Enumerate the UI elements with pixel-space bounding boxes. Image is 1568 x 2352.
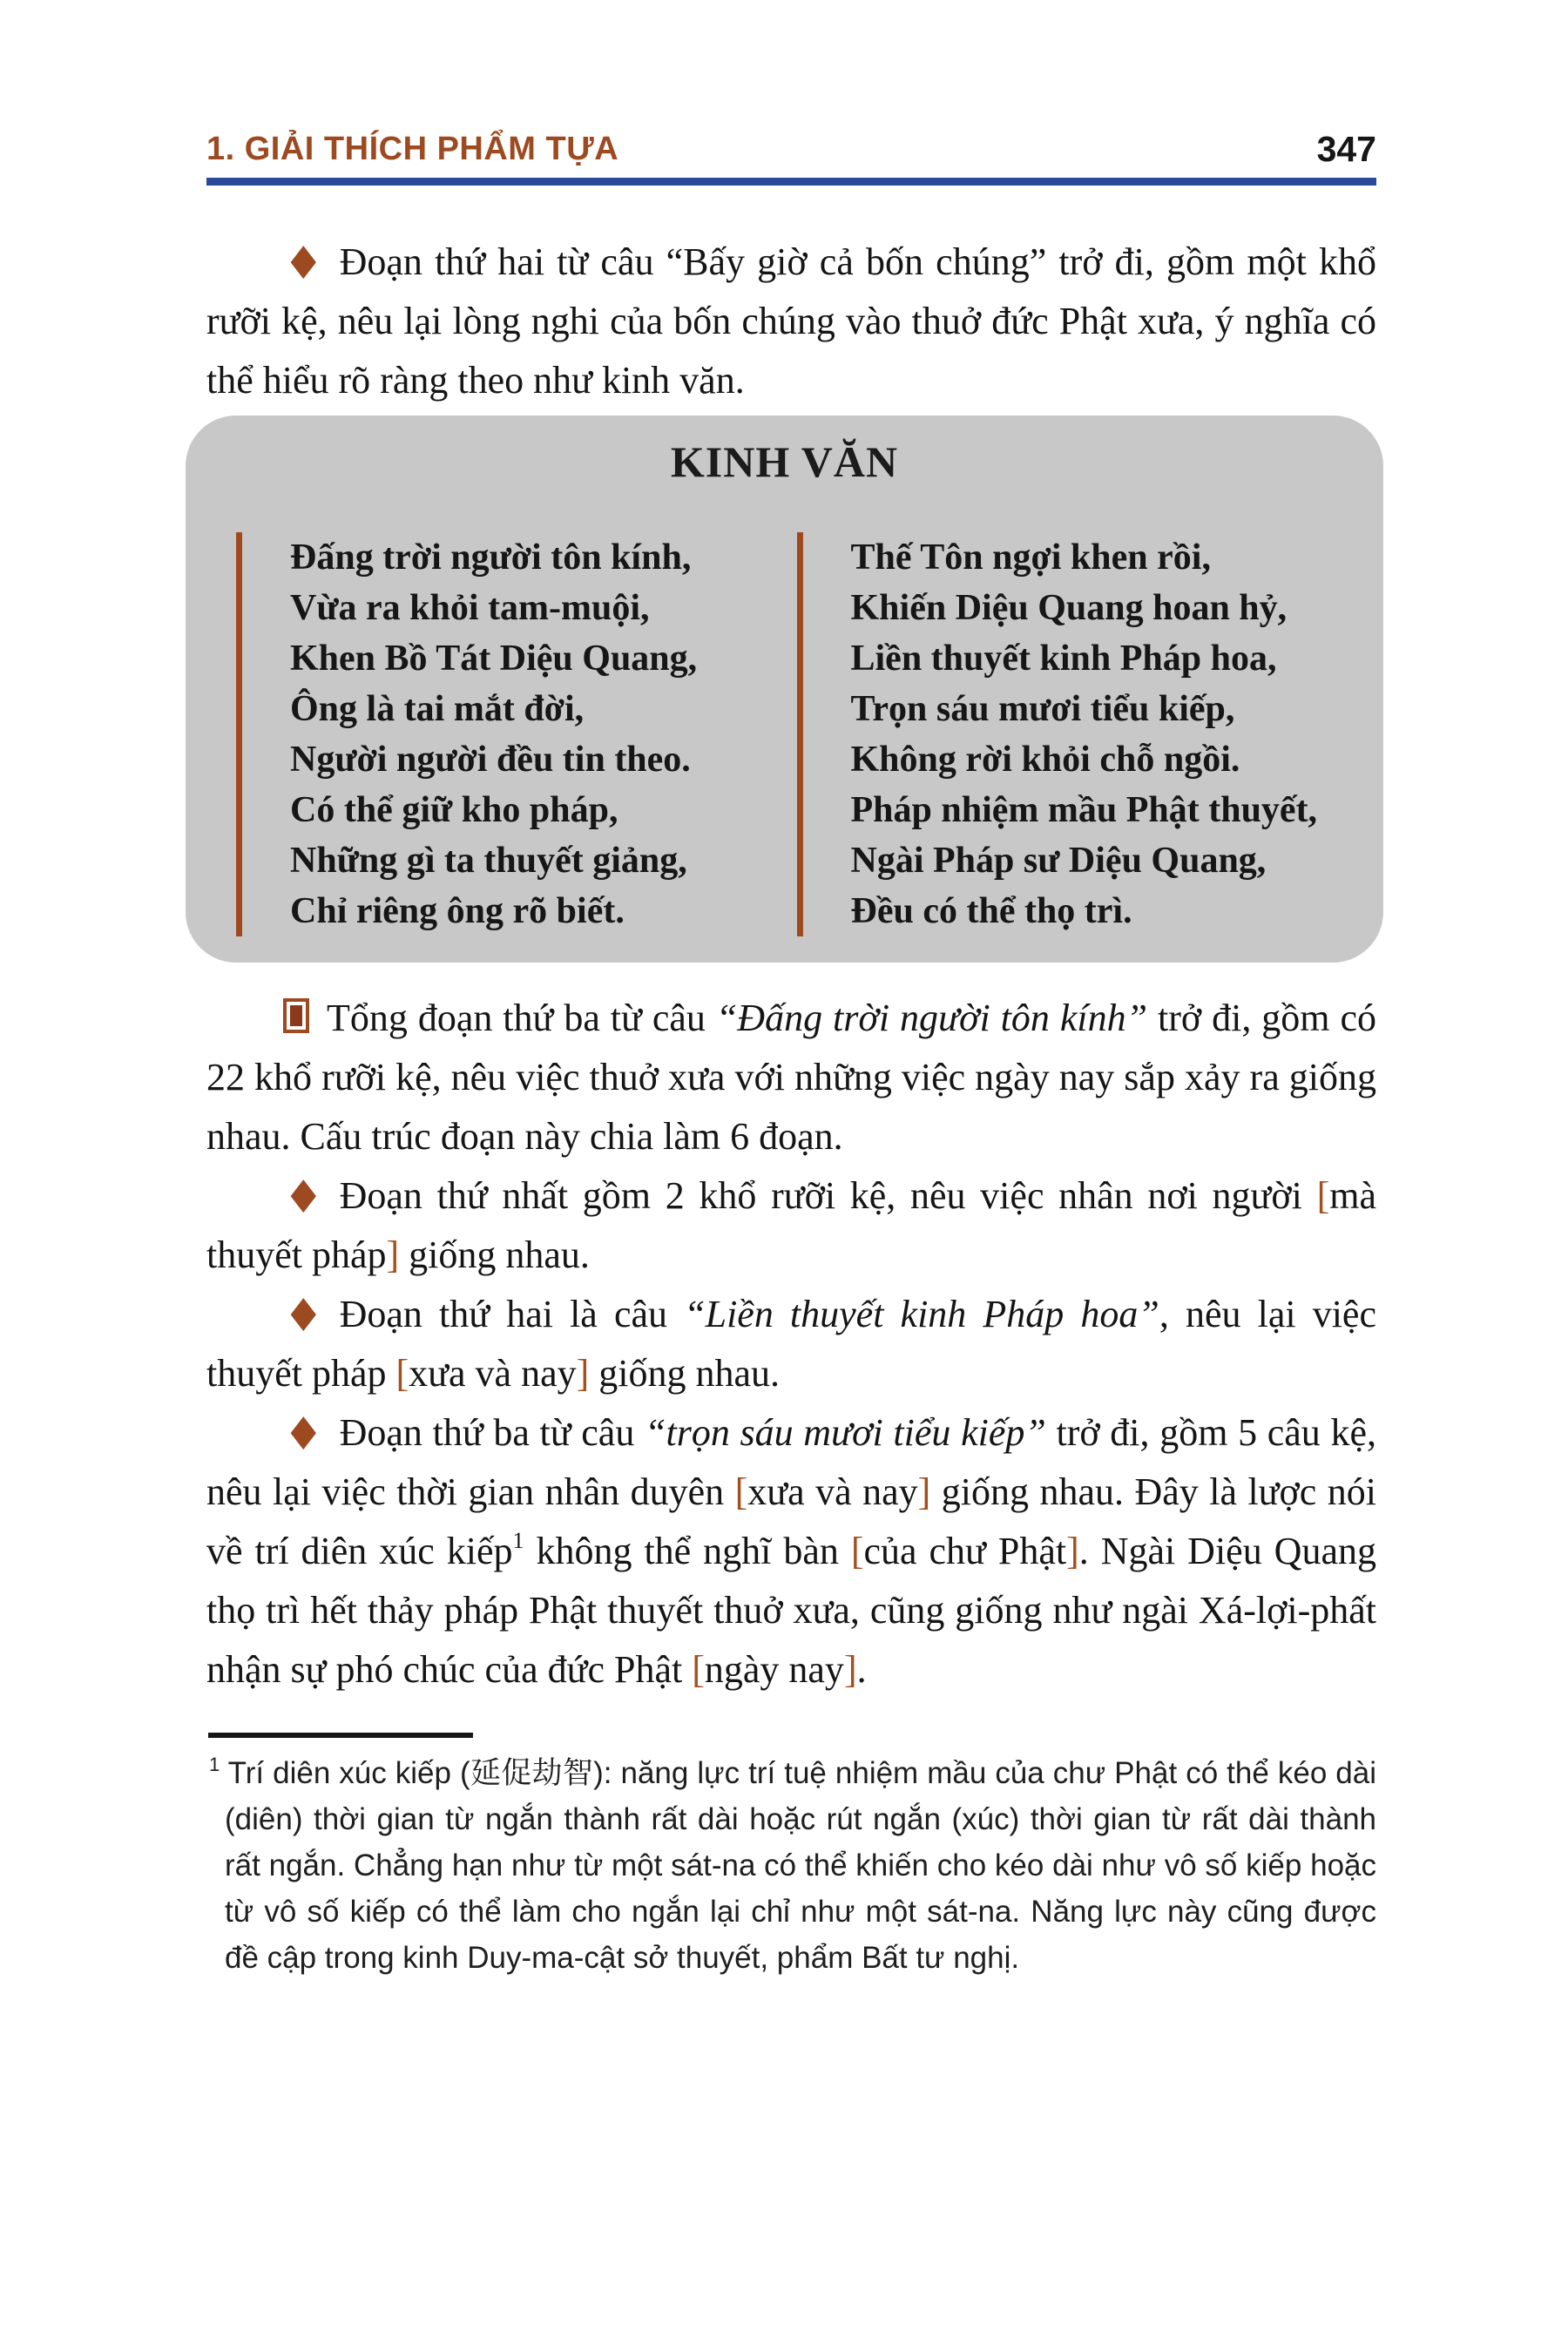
verse-line: Trọn sáu mươi tiểu kiếp, bbox=[850, 689, 1235, 729]
text-run: giống nhau. Đây là lược nói về trí diên xúc kiếp bbox=[206, 1470, 1377, 1572]
kinh-van-box bbox=[186, 416, 1383, 963]
paragraph bbox=[206, 1285, 1376, 1403]
text-run: Tổng đoạn thứ ba từ câu bbox=[327, 997, 716, 1039]
paragraphs-after-box bbox=[206, 989, 1376, 1700]
quoted-phrase: “Đấng trời người tôn kính” bbox=[715, 997, 1148, 1039]
page-number: 347 bbox=[1316, 129, 1376, 169]
quoted-phrase: “trọn sáu mươi tiểu kiếp” bbox=[645, 1411, 1046, 1454]
verse-column-right bbox=[797, 532, 1358, 936]
text-run: xưa và nay bbox=[747, 1470, 918, 1513]
text-run: của chư Phật bbox=[863, 1530, 1067, 1572]
diamond-bullet-icon: ♦ bbox=[283, 1409, 324, 1461]
verse-line: Thế Tôn ngợi khen rồi, bbox=[850, 537, 1211, 578]
text-run: . bbox=[856, 1648, 867, 1691]
paragraph bbox=[206, 989, 1376, 1166]
text-run: ngày nay bbox=[704, 1648, 844, 1691]
verse-column-left bbox=[236, 532, 797, 936]
editorial-bracket: ] bbox=[386, 1233, 400, 1276]
quoted-phrase: “Liền thuyết kinh Pháp hoa” bbox=[684, 1293, 1159, 1335]
editorial-bracket: ] bbox=[917, 1470, 931, 1513]
text-run: Trí diên xúc kiếp (延促劫智): năng lực trí tuệ nhiệm mầu của chư Phật có thể kéo dài (diên) thời gian từ ngắn thành rất dài hoặc rút ngắn (xúc) thời gian từ rất dài thành rất ngắn. Chẳng hạn như từ một sát-na có thể khiến cho kéo dài như vô số kiếp hoặc từ vô số kiếp có thể làm cho ngắn lại chỉ như một sát-na. Năng lực này cũng được đề cập trong kinh Duy-ma-cật sở thuyết, phẩm Bất tư nghị. bbox=[220, 1756, 1376, 1975]
verse-line: Chỉ riêng ông rõ biết. bbox=[290, 891, 625, 931]
kinh-van-title: KINH VĂN bbox=[670, 437, 899, 486]
text-run: Đoạn thứ hai là câu bbox=[339, 1293, 685, 1335]
verse-line: Đấng trời người tôn kính, bbox=[290, 537, 692, 578]
paragraph bbox=[206, 1403, 1376, 1700]
diamond-bullet-icon: ♦ bbox=[283, 238, 324, 290]
editorial-bracket: ] bbox=[576, 1352, 590, 1395]
page-header bbox=[206, 129, 1376, 186]
text-run: , nêu lại việc thuyết pháp bbox=[206, 1293, 1376, 1395]
text-run: trở đi, gồm 5 câu kệ, nêu lại việc thời gian nhân duyên bbox=[206, 1411, 1377, 1513]
editorial-bracket: [ bbox=[692, 1648, 705, 1691]
verse-line: Những gì ta thuyết giảng, bbox=[290, 841, 687, 881]
editorial-bracket: [ bbox=[734, 1470, 748, 1513]
square-bullet-icon bbox=[283, 998, 309, 1033]
verse-line: Ông là tai mắt đời, bbox=[290, 689, 585, 729]
diamond-bullet-icon: ♦ bbox=[283, 1290, 324, 1342]
verse-columns bbox=[186, 532, 1383, 936]
square-bullet-fill bbox=[290, 1005, 302, 1026]
editorial-bracket: [ bbox=[1316, 1174, 1330, 1217]
text-run: Đoạn thứ ba từ câu bbox=[339, 1411, 645, 1454]
text-run: Đoạn thứ nhất gồm 2 khổ rưỡi kệ, nêu việc nhân nơi người bbox=[339, 1174, 1317, 1217]
body-text bbox=[206, 233, 1376, 1981]
verse-line: Vừa ra khỏi tam-muội, bbox=[290, 588, 650, 628]
editorial-bracket: [ bbox=[850, 1530, 864, 1572]
text-run: mà thuyết pháp bbox=[206, 1174, 1376, 1276]
verse-line: Không rời khỏi chỗ ngồi. bbox=[850, 740, 1240, 780]
verse-line: Pháp nhiệm mầu Phật thuyết, bbox=[850, 790, 1318, 830]
verse-line: Khiến Diệu Quang hoan hỷ, bbox=[850, 588, 1288, 628]
text-run: giống nhau. bbox=[399, 1233, 590, 1276]
footnote-reference: 1 bbox=[512, 1528, 524, 1553]
text-run: trở đi, gồm có 22 khổ rưỡi kệ, nêu việc thuở xưa với những việc ngày nay sắp xảy ra giống nhau. Cấu trúc đoạn này chia làm 6 đoạn. bbox=[206, 997, 1376, 1158]
editorial-bracket: ] bbox=[1066, 1530, 1079, 1572]
text-run: Đoạn thứ hai từ câu “Bấy giờ cả bốn chúng” trở đi, gồm một khổ rưỡi kệ, nêu lại lòng nghi của bốn chúng vào thuở đức Phật xưa, ý nghĩa có thể hiểu rõ ràng theo như kinh văn. bbox=[206, 240, 1376, 402]
text-run: không thể nghĩ bàn bbox=[524, 1530, 851, 1572]
text-run: . Ngài Diệu Quang thọ trì hết thảy pháp Phật thuyết thuở xưa, cũng giống như ngài Xá-lợi-phất nhận sự phó chúc của đức Phật bbox=[206, 1530, 1376, 1691]
paragraph bbox=[206, 233, 1376, 410]
footnote-divider bbox=[208, 1733, 473, 1738]
verse-line: Khen Bồ Tát Diệu Quang, bbox=[290, 639, 698, 679]
text-run: giống nhau. bbox=[589, 1352, 781, 1395]
verse-line: Ngài Pháp sư Diệu Quang, bbox=[850, 841, 1267, 881]
verse-line: Có thể giữ kho pháp, bbox=[290, 790, 618, 830]
editorial-bracket: [ bbox=[395, 1352, 409, 1395]
footnote bbox=[206, 1750, 1376, 1981]
footnote-reference: 1 bbox=[209, 1754, 220, 1775]
verse-line: Người người đều tin theo. bbox=[290, 740, 691, 780]
paragraph bbox=[206, 1166, 1376, 1285]
verse-line: Liền thuyết kinh Pháp hoa, bbox=[850, 639, 1277, 679]
editorial-bracket: ] bbox=[843, 1648, 857, 1691]
text-run: xưa và nay bbox=[409, 1352, 577, 1395]
chapter-title: 1. GIẢI THÍCH PHẨM TỰA bbox=[206, 131, 619, 167]
paragraphs-before-box bbox=[206, 233, 1376, 410]
diamond-bullet-icon: ♦ bbox=[283, 1172, 324, 1224]
verse-line: Đều có thể thọ trì. bbox=[850, 891, 1132, 931]
